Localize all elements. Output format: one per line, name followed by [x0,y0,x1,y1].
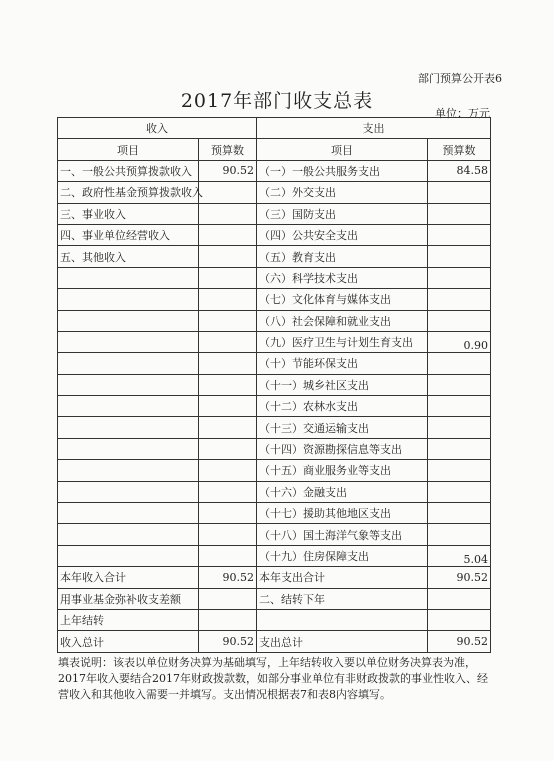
table-row [58,246,491,267]
expense-item-cell: （十一）城乡社区支出 [257,374,428,395]
income-value-cell [199,374,257,395]
expense-value-cell: 5.04 [428,545,491,566]
expense-value-cell [428,289,491,310]
income-value-cell: 90.52 [199,567,257,588]
table-row [58,374,491,395]
expense-budget-col: 预算数 [428,139,491,160]
income-value-cell [199,331,257,352]
income-value-cell [199,503,257,524]
income-value-cell [199,289,257,310]
expense-item-cell: （十）节能环保支出 [257,353,428,374]
table-row [58,417,491,438]
income-item-cell [58,396,199,417]
income-value-cell [199,417,257,438]
unit-label: 单位：万元 [435,107,490,120]
column-header-row [58,139,491,160]
table-row [58,396,491,417]
expense-item-cell: （十八）国土海洋气象等支出 [257,524,428,545]
income-item-cell [58,503,199,524]
income-value-cell [199,310,257,331]
expense-value-cell [428,588,491,609]
expense-item-cell: （二）外交支出 [257,182,428,203]
income-value-cell: 90.52 [199,631,257,652]
income-item-cell [58,460,199,481]
income-value-cell [199,267,257,288]
income-value-cell [199,545,257,566]
expense-value-cell [428,182,491,203]
expense-value-cell [428,438,491,459]
income-value-cell [199,588,257,609]
section-header-row [58,118,491,139]
table-row [58,160,491,181]
table-row [58,224,491,245]
income-item-cell: 用事业基金弥补收支差额 [58,588,199,609]
expense-value-cell [428,396,491,417]
expense-value-cell [428,246,491,267]
income-item-cell: 本年收入合计 [58,567,199,588]
expense-value-cell [428,503,491,524]
income-value-cell [199,203,257,224]
table-body [58,118,491,653]
expense-item-cell: （九）医疗卫生与计划生育支出 [257,331,428,352]
income-item-cell [58,289,199,310]
page-title: 2017年部门收支总表 [180,90,374,112]
income-item-cell: 五、其他收入 [58,246,199,267]
income-value-cell [199,396,257,417]
income-item-cell [58,331,199,352]
income-item-col: 项目 [58,139,199,160]
expense-value-cell [428,417,491,438]
expense-item-cell: 二、结转下年 [257,588,428,609]
income-value-cell [199,438,257,459]
expense-value-cell [428,203,491,224]
fill-instructions: 填表说明：该表以单位财务决算为基础填写，上年结转收入要以单位财务决算表为准，2017年收入要结合2017年财政拨款数，如部分事业单位有非财政拨款的事业性收入、经营收入和其他收入需要一并填写。支出情况根据表7和表8内容填写。 [58,656,488,701]
expense-value-cell [428,524,491,545]
table-row [58,289,491,310]
expense-value-cell [428,460,491,481]
expense-item-cell: （十七）援助其他地区支出 [257,503,428,524]
income-item-cell: 三、事业收入 [58,203,199,224]
expense-header: 支出 [257,118,491,139]
income-expense-table [57,117,491,653]
expense-value-cell: 90.52 [428,567,491,588]
income-value-cell [199,353,257,374]
table-row [58,353,491,374]
expense-value-cell [428,353,491,374]
form-number: 部门预算公开表6 [418,72,502,85]
income-item-cell [58,417,199,438]
expense-item-cell: （一）一般公共服务支出 [257,160,428,181]
income-item-cell [58,481,199,502]
expense-item-cell [257,609,428,630]
income-item-cell: 上年结转 [58,609,199,630]
table-row [58,588,491,609]
expense-item-cell: （五）教育支出 [257,246,428,267]
expense-item-cell: （六）科学技术支出 [257,267,428,288]
income-item-cell: 四、事业单位经营收入 [58,224,199,245]
income-value-cell [199,609,257,630]
expense-item-cell: （八）社会保障和就业支出 [257,310,428,331]
expense-item-cell: 支出总计 [257,631,428,652]
income-value-cell: 90.52 [199,160,257,181]
table-row [58,545,491,566]
income-item-cell: 二、政府性基金预算拨款收入 [58,182,199,203]
expense-item-cell: （十九）住房保障支出 [257,545,428,566]
income-budget-col: 预算数 [199,139,257,160]
table-row [58,460,491,481]
expense-item-cell: （十四）资源勘探信息等支出 [257,438,428,459]
income-item-cell [58,524,199,545]
expense-value-cell: 84.58 [428,160,491,181]
expense-value-cell: 90.52 [428,631,491,652]
expense-item-cell: （十三）交通运输支出 [257,417,428,438]
expense-value-cell: 0.90 [428,331,491,352]
income-value-cell [199,481,257,502]
table-row [58,481,491,502]
expense-item-cell: （十六）金融支出 [257,481,428,502]
table-row [58,310,491,331]
expense-item-cell: （十五）商业服务业等支出 [257,460,428,481]
income-value-cell [199,524,257,545]
expense-value-cell [428,374,491,395]
table-row [58,182,491,203]
income-item-cell [58,374,199,395]
table-row [58,524,491,545]
income-item-cell [58,353,199,374]
income-item-cell: 一、一般公共预算拨款收入 [58,160,199,181]
expense-item-cell: （三）国防支出 [257,203,428,224]
expense-item-cell: （七）文化体育与媒体支出 [257,289,428,310]
income-value-cell [199,182,257,203]
expense-item-col: 项目 [257,139,428,160]
income-value-cell [199,460,257,481]
expense-value-cell [428,267,491,288]
expense-value-cell [428,481,491,502]
expense-value-cell [428,224,491,245]
table-row [58,438,491,459]
income-item-cell [58,545,199,566]
table-row [58,631,491,652]
income-item-cell: 收入总计 [58,631,199,652]
income-item-cell [58,267,199,288]
expense-value-cell [428,310,491,331]
income-item-cell [58,310,199,331]
income-value-cell [199,224,257,245]
income-header: 收入 [58,118,257,139]
table-row [58,203,491,224]
income-value-cell [199,246,257,267]
table-row [58,267,491,288]
expense-item-cell: （十二）农林水支出 [257,396,428,417]
expense-value-cell [428,609,491,630]
table-row [58,331,491,352]
expense-item-cell: 本年支出合计 [257,567,428,588]
table-row [58,567,491,588]
table-row [58,609,491,630]
expense-item-cell: （四）公共安全支出 [257,224,428,245]
table-row [58,503,491,524]
income-item-cell [58,438,199,459]
